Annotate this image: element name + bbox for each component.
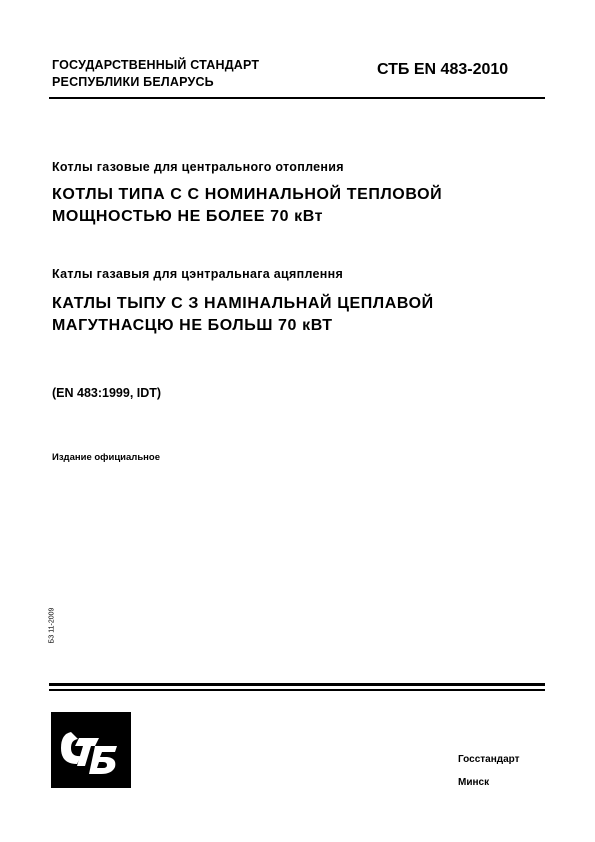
issuing-authority-line2: РЕСПУБЛИКИ БЕЛАРУСЬ	[52, 75, 214, 89]
belarusian-title-line1: КАТЛЫ ТЫПУ С З НАМІНАЛЬНАЙ ЦЕПЛАВОЙ	[52, 295, 434, 312]
russian-title-line2: МОЩНОСТЬЮ НЕ БОЛЕЕ 70 кВт	[52, 208, 324, 225]
russian-title	[52, 184, 442, 228]
vertical-issue-id: БЗ 11-2009	[48, 607, 56, 644]
standard-code: СТБ EN 483-2010	[377, 61, 509, 78]
russian-title-line1: КОТЛЫ ТИПА С С НОМИНАЛЬНОЙ ТЕПЛОВОЙ	[52, 186, 443, 203]
belarusian-title-line2: МАГУТНАСЦЮ НЕ БОЛЬШ 70 кВТ	[52, 317, 333, 334]
belarusian-subtitle: Катлы газавыя для цэнтральнага ацяплення	[52, 267, 344, 281]
equivalence-reference: (EN 483:1999, IDT)	[52, 386, 162, 400]
footer-divider-thin	[49, 689, 545, 691]
footer-divider-thick	[49, 683, 545, 686]
publisher-block	[458, 748, 520, 794]
issuing-authority	[52, 57, 352, 91]
belarusian-title	[52, 293, 434, 337]
edition-note: Издание официальное	[52, 452, 160, 463]
issuing-authority-line1: ГОСУДАРСТВЕННЫЙ СТАНДАРТ	[52, 58, 260, 72]
header-divider	[49, 97, 545, 99]
publisher-city: Минск	[458, 777, 490, 788]
publisher-name: Госстандарт	[458, 754, 520, 765]
stb-logo	[51, 712, 131, 788]
russian-subtitle: Котлы газовые для центрального отопления	[52, 160, 344, 174]
